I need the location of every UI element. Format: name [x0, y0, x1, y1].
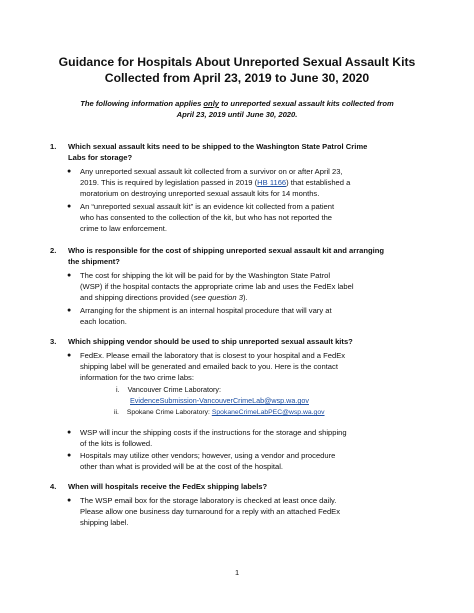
vancouver-lab-label: Vancouver Crime Laboratory:	[127, 385, 221, 394]
vancouver-email-row	[130, 396, 430, 407]
question-text-line: Who is responsible for the cost of shipping unreported sexual assault kit and arranging	[68, 246, 385, 255]
question-text-line: the shipment?	[68, 257, 120, 266]
question-text-line: Which sexual assault kits need to be shipped to the Washington State Patrol Crime	[68, 142, 368, 151]
bullet-text-line: shipping label.	[80, 518, 129, 528]
q2-bullet-2	[67, 305, 436, 327]
title-line-2: Collected from April 23, 2019 to June 30, 2020	[104, 71, 370, 85]
q2-bullet-1	[67, 270, 436, 304]
bullet-text-line: ).	[242, 293, 248, 303]
bullet-icon: ●	[67, 429, 72, 436]
bullet-text-line: Arranging for the shipment is an internal hospital procedure that will vary at	[80, 306, 332, 315]
q3-bullet-3	[67, 450, 436, 472]
bullet-text-line: (WSP) if the hospital contacts the appropriate crime lab and uses the FedEx label	[80, 282, 354, 292]
bullet-icon: ●	[67, 307, 72, 314]
q3-bullet-1	[67, 350, 436, 384]
bullet-text-line: who has consented to the collection of the kit, but who has not reported the	[80, 213, 333, 223]
spokane-lab-label: Spokane Crime Laboratory:	[126, 409, 212, 416]
vancouver-lab	[116, 385, 416, 396]
bullet-text-line: An “unreported sexual assault kit” is an evidence kit collected from a patient	[80, 202, 335, 211]
question-number: 3.	[50, 337, 57, 346]
bullet-text-line: The WSP email box for the storage laboratory is checked at least once daily.	[80, 496, 337, 505]
bullet-text-line: of the kits is followed.	[80, 439, 153, 449]
subtitle-post: to unreported sexual assault kits collected from	[219, 99, 394, 108]
subtitle-pre: The following information applies	[80, 99, 204, 108]
bullet-icon: ●	[67, 497, 72, 504]
bullet-icon: ●	[67, 452, 72, 459]
spokane-lab	[114, 408, 434, 419]
hb-1166-link[interactable]: HB 1166	[257, 178, 287, 188]
bullet-text-line: Please allow one business day turnaround for a reply with an attached FedEx	[80, 507, 341, 517]
question-number: 2.	[50, 246, 57, 255]
question-number: 1.	[50, 142, 57, 151]
subtitle-line-2: April 23, 2019 until June 30, 2020.	[176, 110, 298, 119]
document-subtitle	[60, 98, 414, 120]
bullet-icon: ●	[67, 203, 72, 210]
title-line-1: Guidance for Hospitals About Unreported Sexual Assault Kits	[58, 55, 416, 69]
q4-bullet-1	[67, 495, 436, 529]
question-text-line: When will hospitals receive the FedEx shipping labels?	[68, 482, 268, 491]
bullet-text-line: shipping label will be generated and emailed back to you. Here is the contact	[80, 362, 338, 372]
bullet-text-line: FedEx. Please email the laboratory that is closest to your hospital and a FedEx	[80, 351, 346, 360]
bullet-text-line: other than what is provided will be at the cost of the hospital.	[80, 462, 284, 472]
bullet-text-line: information for the two crime labs:	[80, 373, 194, 383]
bullet-icon: ●	[67, 168, 72, 175]
subtitle-only: only	[203, 99, 220, 108]
vancouver-email-link[interactable]: EvidenceSubmission-VancouverCrimeLab@wsp.wa.gov	[130, 396, 309, 405]
document-title	[40, 54, 434, 86]
bullet-text-line: each location.	[80, 317, 127, 327]
page-number: 1	[234, 568, 240, 577]
q3-bullet-2	[67, 427, 436, 449]
bullet-text-line: and shipping directions provided (	[80, 293, 194, 303]
question-text-line: Labs for storage?	[68, 153, 133, 162]
see-question-ref: see question 3	[193, 293, 243, 303]
spokane-email-link[interactable]: SpokaneCrimeLabPEC@wsp.wa.gov	[211, 409, 325, 416]
bullet-text-line: 2019. This is required by legislation passed in 2019 (	[80, 178, 258, 188]
bullet-text-line: ) that established a	[286, 178, 351, 188]
bullet-text-line: crime to law enforcement.	[80, 224, 167, 234]
sub-item-number: i.	[116, 385, 120, 394]
bullet-text-line: moratorium on destroying unreported sexual assault kits for 14 months.	[80, 189, 320, 199]
bullet-text-line: WSP will incur the shipping costs if the instructions for the storage and shipping	[80, 428, 347, 437]
q1-bullet-1	[67, 166, 436, 200]
bullet-icon: ●	[67, 272, 72, 279]
bullet-text-line: Any unreported sexual assault kit collected from a survivor on or after April 23,	[80, 167, 343, 176]
bullet-icon: ●	[67, 352, 72, 359]
bullet-text-line: The cost for shipping the kit will be paid for by the Washington State Patrol	[80, 271, 331, 280]
q1-bullet-2	[67, 201, 436, 235]
bullet-text-line: Hospitals may utilize other vendors; however, using a vendor and procedure	[80, 451, 336, 460]
question-text-line: Which shipping vendor should be used to ship unreported sexual assault kits?	[68, 337, 353, 346]
sub-item-number: ii.	[114, 409, 119, 416]
question-number: 4.	[50, 482, 57, 491]
